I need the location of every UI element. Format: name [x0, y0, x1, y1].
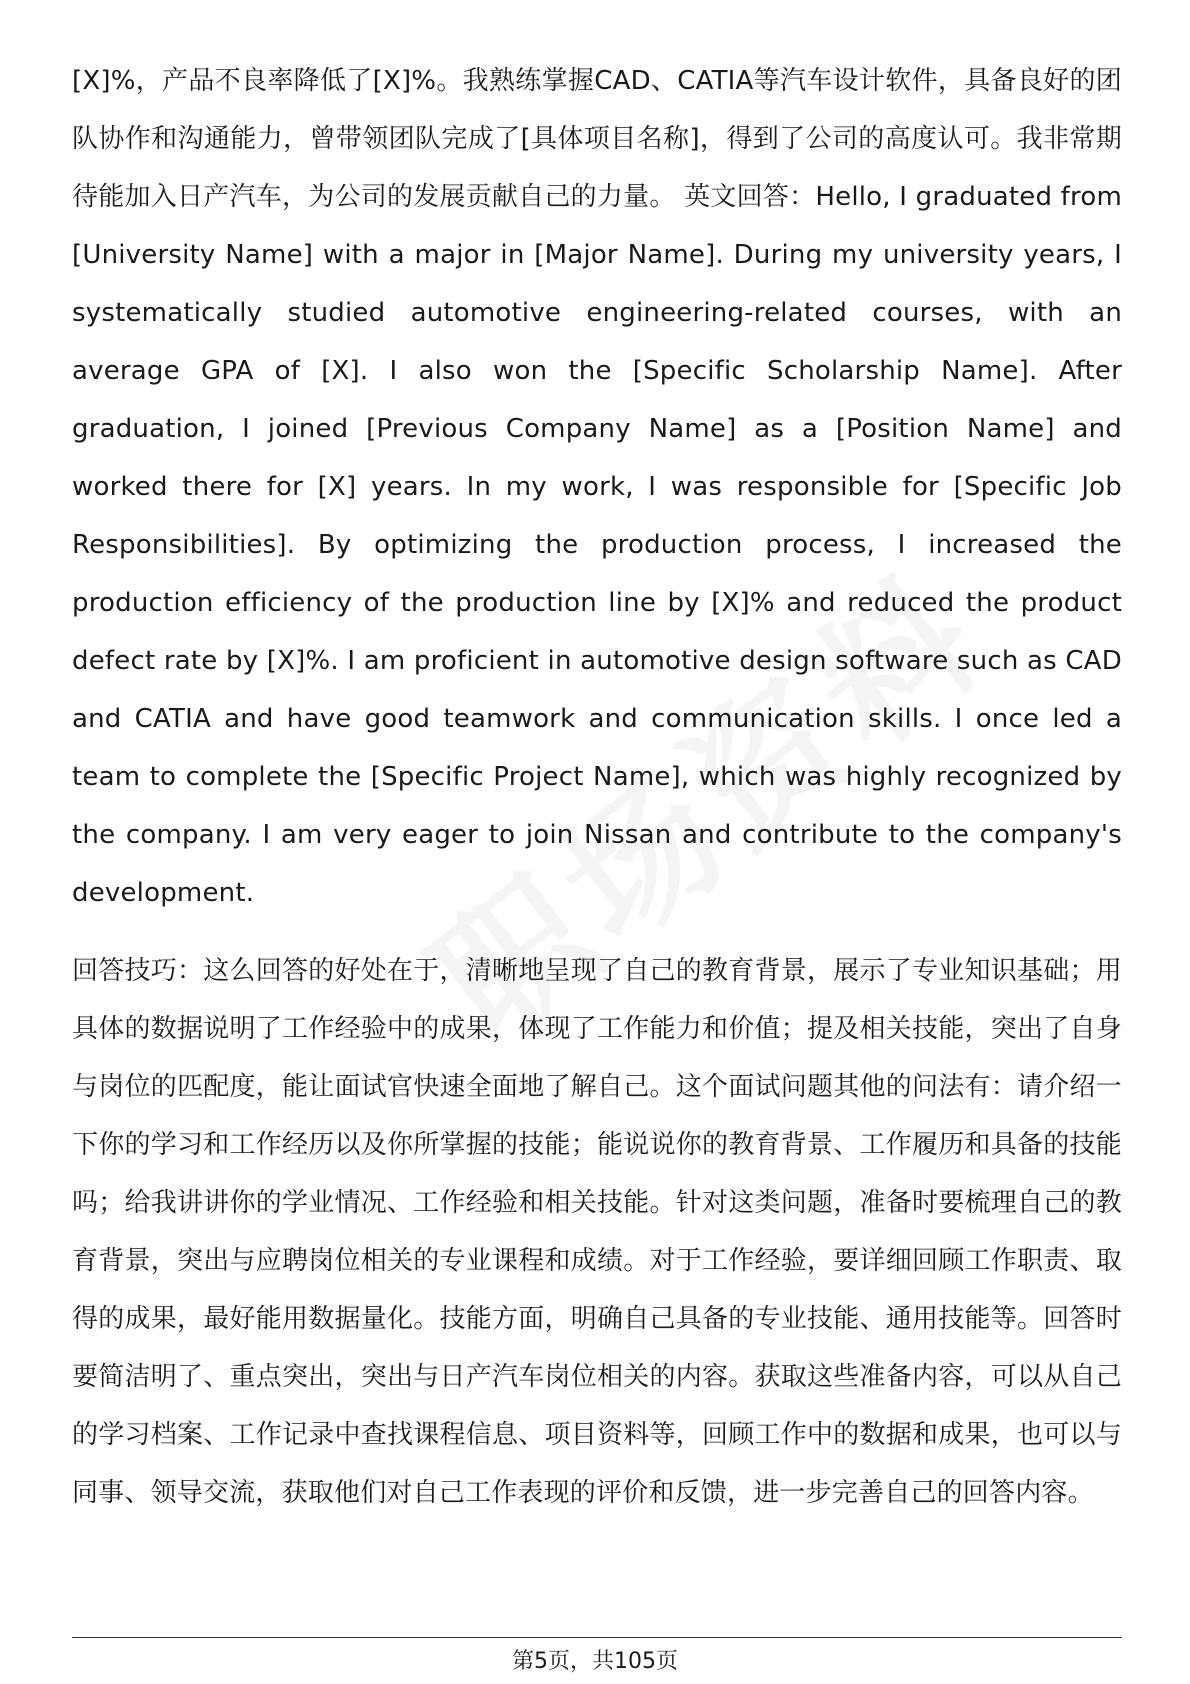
- answer-paragraph: [X]%，产品不良率降低了[X]%。我熟练掌握CAD、CATIA等汽车设计软件，具备良好的团队协作和沟通能力，曾带领团队完成了[具体项目名称]，得到了公司的高度认可。我非常期待能加入日产汽车，为公司的发展贡献自己的力量。 英文回答：Hello, I graduated from [University Name] with a major in [Major Name]. During my university years, I systematically studied automotive engineering-related courses, with an average GPA of [X]. I also won the [Specific Scholarship Name]. After graduation, I joined [Previous Company Name] as a [Position Name] and worked there for [X] years. In my work, I was responsible for [Specific Job Responsibilities]. By optimizing the production process, I increased the production efficiency of the production line by [X]% and reduced the product defect rate by [X]%. I am proficient in automotive design software such as CAD and CATIA and have good teamwork and communication skills. I once led a team to complete the [Specific Project Name], which was highly recognized by the company. I am very eager to join Nissan and contribute to the company's development.: [72, 66, 1122, 908]
- page-number: 第5页，共105页: [512, 1649, 678, 1674]
- document-body: [72, 52, 1122, 1522]
- footer-divider: [72, 1637, 1122, 1638]
- tips-paragraph: 回答技巧：这么回答的好处在于，清晰地呈现了自己的教育背景，展示了专业知识基础；用具体的数据说明了工作经验中的成果，体现了工作能力和价值；提及相关技能，突出了自身与岗位的匹配度，能让面试官快速全面地了解自己。这个面试问题其他的问法有：请介绍一下你的学习和工作经历以及你所掌握的技能；能说说你的教育背景、工作履历和具备的技能吗；给我讲讲你的学业情况、工作经验和相关技能。针对这类问题，准备时要梳理自己的教育背景，突出与应聘岗位相关的专业课程和成绩。对于工作经验，要详细回顾工作职责、取得的成果，最好能用数据量化。技能方面，明确自己具备的专业技能、通用技能等。回答时要简洁明了、重点突出，突出与日产汽车岗位相关的内容。获取这些准备内容，可以从自己的学习档案、工作记录中查找课程信息、项目资料等，回顾工作中的数据和成果，也可以与同事、领导交流，获取他们对自己工作表现的评价和反馈，进一步完善自己的回答内容。: [72, 956, 1122, 1508]
